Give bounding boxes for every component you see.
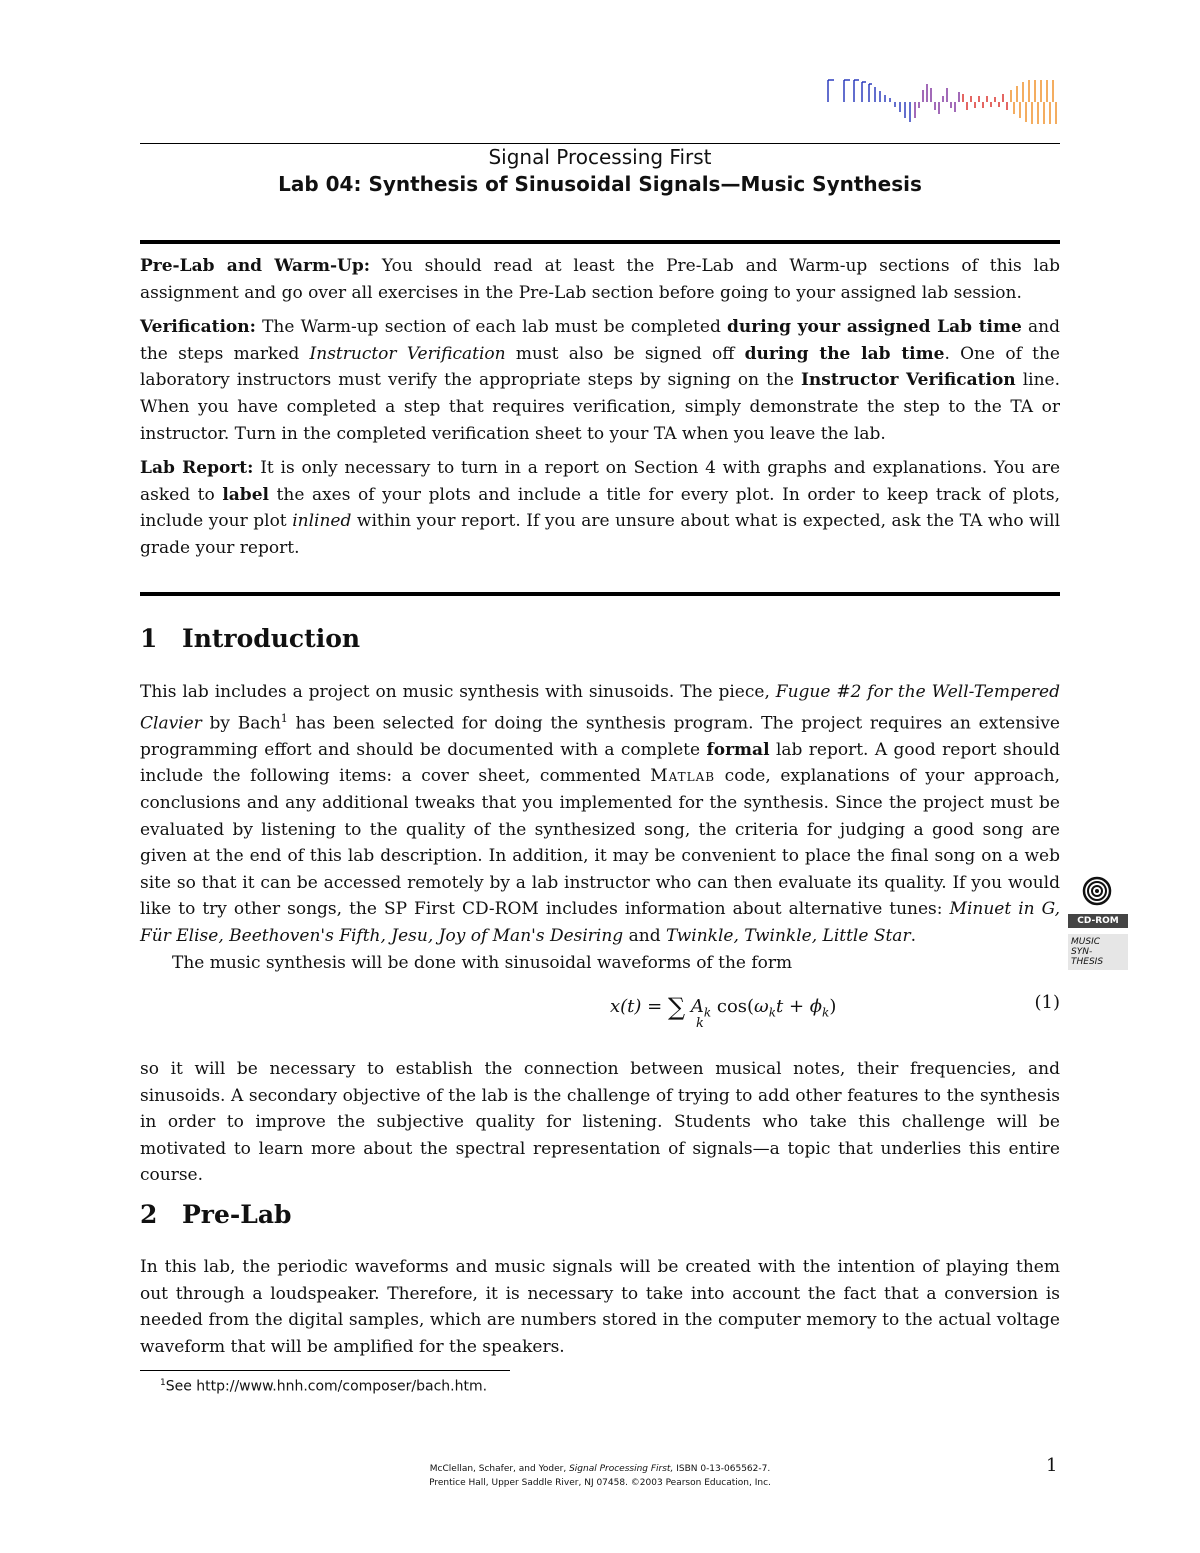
intro-box (140, 253, 1060, 562)
piece-title: Fugue #2 for the Well-Tempered Clavier (140, 682, 1060, 734)
lab-report-emphasis: inlined (292, 511, 352, 532)
lab-report-text: the axes of your plots and include a title for every plot. In order to keep track of plots, include your plot (140, 484, 1060, 532)
verification-label: Verification: (140, 317, 256, 338)
lab-report-paragraph (140, 455, 1060, 561)
verification-text: and the steps marked (140, 317, 1060, 364)
waveform-logo (826, 74, 1060, 130)
emphasis: formal (706, 739, 770, 760)
footer-line-2: Prentice Hall, Upper Saddle River, NJ 07458. ©2003 Pearson Education, Inc. (429, 1478, 771, 1488)
section-number: 2 (140, 1200, 158, 1229)
footer-line-1 (340, 1462, 860, 1476)
cdrom-margin-note (1068, 876, 1128, 970)
section-1-conclusion (140, 1056, 1060, 1189)
footer-text: McClellan, Schafer, and Yoder, (429, 1464, 567, 1474)
form-paragraph: The music synthesis will be done with sinusoidal waveforms of the form (172, 952, 793, 973)
equation-1 (140, 990, 1060, 1030)
cd-disc-icon (1082, 876, 1112, 906)
prelab-label: Pre-Lab and Warm-Up: (140, 256, 371, 276)
box-bottom-rule (140, 592, 1060, 596)
verification-text: The Warm-up section of each lab must be completed (262, 317, 721, 338)
paragraph-text: . (910, 926, 916, 946)
tag-line: THESIS (1071, 957, 1104, 967)
tag-line: MUSIC (1071, 937, 1101, 947)
lab-report-label: Lab Report: (140, 458, 254, 479)
page-number: 1 (1046, 1455, 1058, 1476)
verification-emphasis: during your assigned Lab time (727, 317, 1022, 338)
series-title: Signal Processing First (488, 145, 712, 169)
tune-title: Twinkle, Twinkle, Little Star (665, 926, 911, 946)
section-1-body (140, 679, 1060, 976)
section-title: Introduction (182, 624, 361, 653)
verification-text: must also be signed off (515, 343, 735, 364)
section-2-heading (140, 1200, 292, 1229)
tag-line: SYN- (1071, 947, 1093, 957)
verification-emphasis: Instructor Verification (800, 370, 1016, 391)
matlab-name: Matlab (650, 766, 716, 787)
verification-emphasis: during the lab time (744, 343, 945, 364)
page-footer (340, 1462, 860, 1490)
lab-report-text: within your report. If you are unsure about what is expected, ask the TA who will grade your report. (140, 511, 1061, 558)
footnote-mark[interactable]: 1 (280, 711, 288, 725)
tune-list: Minuet in G, Für Elise, Beethoven's Fifth, Jesu, Joy of Man's Desiring (140, 899, 1060, 946)
box-top-rule (140, 240, 1060, 244)
section-2-body (140, 1254, 1060, 1360)
paragraph-text: by Bach (209, 713, 281, 734)
footer-book-title: Signal Processing First, (569, 1464, 674, 1474)
equation-formula: x(t) = ∑ k $A_k$ $\cos(\omega_kt + \phi_k)$ (610, 993, 837, 1031)
header-rule (140, 143, 1060, 144)
paragraph-text: and (628, 926, 661, 946)
paragraph-text: This lab includes a project on music synthesis with sinusoids. The piece, (140, 682, 770, 702)
music-synthesis-tag (1068, 934, 1128, 970)
lab-title: Lab 04: Synthesis of Sinusoidal Signals—Music Synthesis (278, 172, 922, 196)
equation-number: (1) (1034, 992, 1060, 1013)
cdrom-badge: CD-ROM (1068, 914, 1128, 928)
footnote-rule (140, 1370, 510, 1371)
section-title: Pre-Lab (182, 1200, 292, 1229)
intro-paragraph (140, 679, 1060, 950)
objective-paragraph: so it will be necessary to establish the connection between musical notes, their frequencies, and sinusoids. A secondary objective of the lab is the challenge of trying to add other features to the synthesis in order to improve the subjective quality for listening. Students who take this challenge will be motivated to learn more about the spectral representation of signals—a topic that underlies this entire course. (140, 1059, 1060, 1186)
lab-report-emphasis: label (222, 484, 269, 505)
verification-text: line. When you have completed a step that requires verification, simply demonstrate the step to the TA or instructor. Turn in the completed verification sheet to your TA when you leave the lab. (140, 370, 1060, 444)
verification-text: . One of the laboratory instructors must verify the appropriate steps by signing on the (140, 343, 1060, 391)
lab-report-text: It is only necessary to turn in a report on Section 4 with graphs and explanations. You are asked to (140, 458, 1061, 505)
prelab-paragraph (140, 253, 1060, 306)
prelab-text: You should read at least the Pre-Lab and Warm-up sections of this lab assignment and go over all exercises in the Pre-Lab section before going to your assigned lab session. (140, 256, 1060, 303)
footer-text: ISBN 0-13-065562-7. (676, 1464, 771, 1474)
verification-emphasis: Instructor Verification (309, 343, 506, 364)
prelab-intro-paragraph: In this lab, the periodic waveforms and music signals will be created with the intention of playing them out through a loudspeaker. Therefore, it is necessary to take into account the fact that a conversion is needed from the digital samples, which are numbers stored in the computer memory to the actual voltage waveform that will be amplified for the speakers. (140, 1257, 1060, 1357)
paragraph-text: code, explanations of your approach, conclusions and any additional tweaks that you implemented for the synthesis. Since the project must be evaluated by listening to the quality of the synthesized song, the criteria for judging a good song are given at the end of this lab description. In addition, it may be convenient to place the final song on a web site so that it can be accessed remotely by a lab instructor who can then evaluate its quality. If you would like to try other songs, the SP First CD-ROM includes information about alternative tunes: (140, 766, 1061, 920)
verification-paragraph (140, 314, 1060, 447)
paragraph-text: lab report. A good report should include the following items: a cover sheet, commented (140, 739, 1061, 787)
footnote (160, 1378, 487, 1395)
footnote-text[interactable]: See http://www.hnh.com/composer/bach.htm. (165, 1378, 488, 1395)
footnote-mark: 1 (160, 1378, 166, 1388)
section-number: 1 (140, 624, 158, 653)
paragraph-text: has been selected for doing the synthesis program. The project requires an extensive programming effort and should be documented with a complete (140, 713, 1060, 760)
section-1-heading (140, 624, 360, 653)
